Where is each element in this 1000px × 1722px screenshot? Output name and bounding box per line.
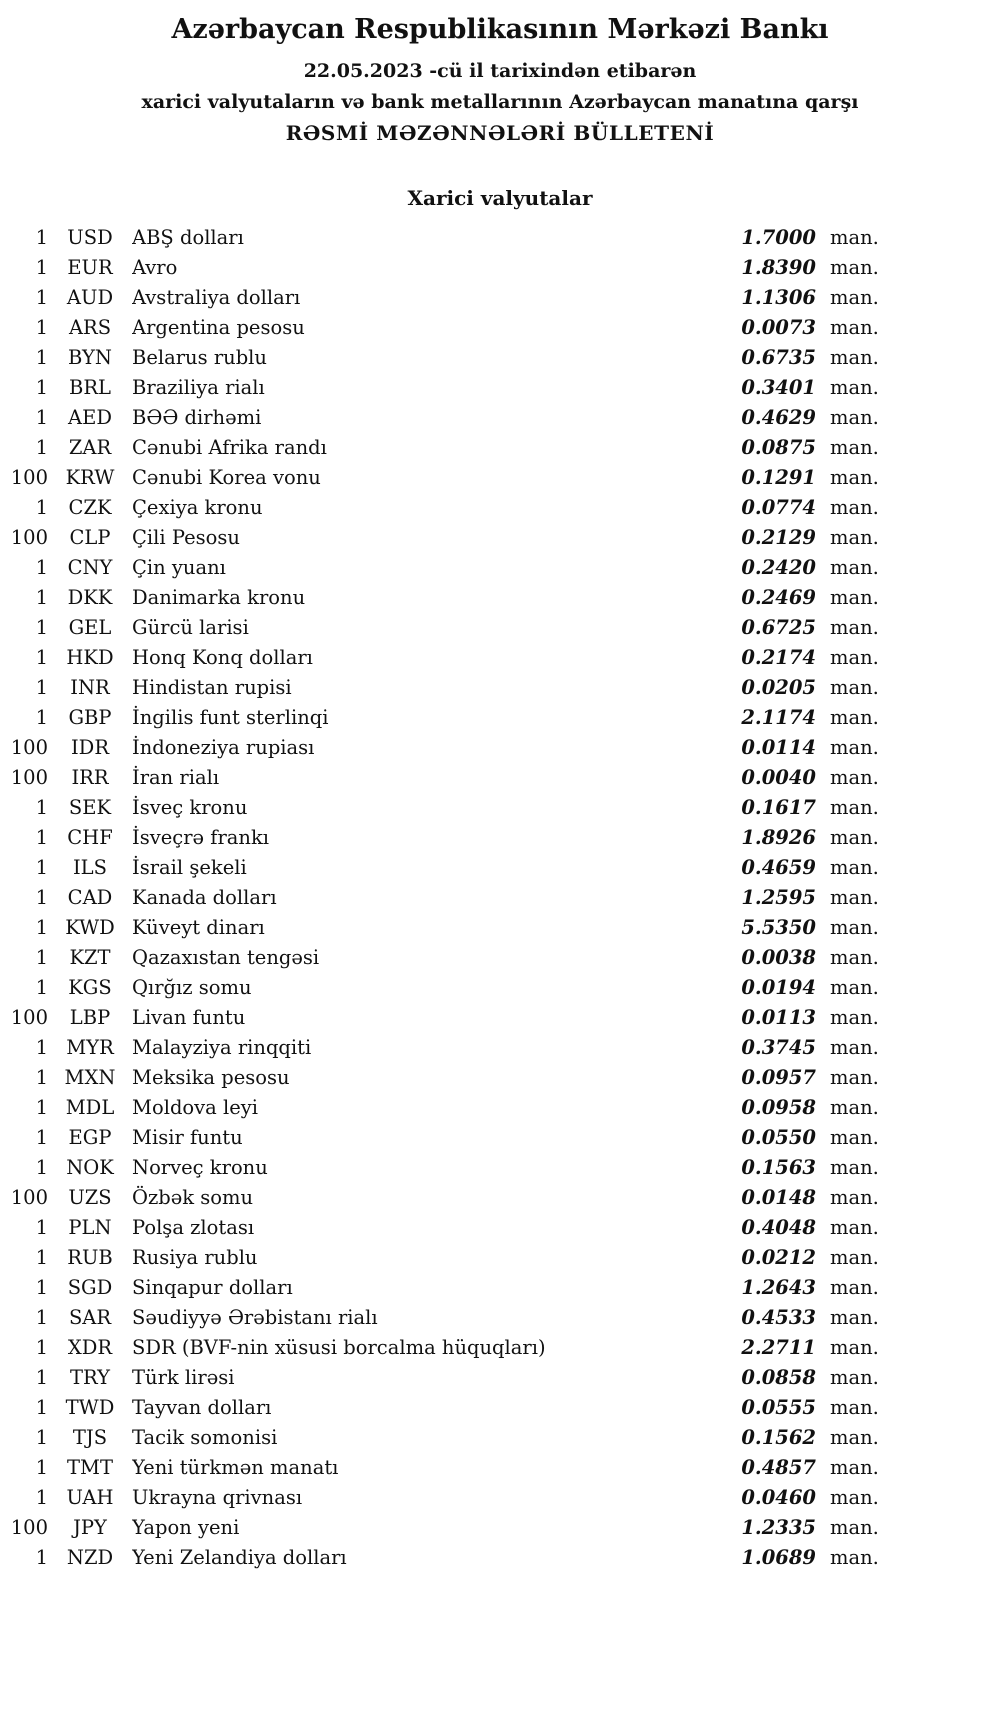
currency-code: EUR [67,256,113,280]
rate-unit: man. [830,1036,879,1060]
currency-code: SEK [68,796,112,820]
currency-name: Özbək somu [132,1186,254,1210]
currency-name: Livan funtu [132,1006,246,1030]
subject-line: xarici valyutaların və bank metallarının Azərbaycan manatına qarşı [141,91,859,114]
rate-qty: 1 [35,616,48,640]
rate-row [6,823,878,853]
currency-code: EGP [68,1126,112,1150]
rate-value: 0.2174 [741,646,816,670]
rate-row [6,763,878,793]
rate-unit: man. [830,1426,879,1450]
currency-code: LBP [69,1006,111,1030]
rate-qty: 100 [10,526,48,550]
rate-qty: 1 [35,796,48,820]
rate-unit: man. [830,706,879,730]
currency-code: CLP [69,526,111,550]
currency-name: Qazaxıstan tengəsi [132,946,320,970]
currency-name: Norveç kronu [132,1156,268,1180]
rate-value: 1.7000 [741,226,816,250]
currency-name: Yeni Zelandiya dolları [132,1546,347,1570]
rate-row [6,883,878,913]
rate-value: 0.4533 [741,1306,816,1330]
rate-unit: man. [830,586,879,610]
rate-unit: man. [830,1516,879,1540]
currency-name: Honq Konq dolları [132,646,313,670]
rate-value: 1.2335 [741,1516,816,1540]
rate-qty: 100 [10,1006,48,1030]
rate-row [6,223,878,253]
rate-unit: man. [830,346,879,370]
rate-value: 1.8390 [741,256,816,280]
rate-unit: man. [830,1486,879,1510]
currency-name: Braziliya rialı [132,376,265,400]
bulletin-title: RƏSMİ MƏZƏNNƏLƏRİ BÜLLETENİ [285,121,715,146]
rate-qty: 1 [35,376,48,400]
currency-name: Çili Pesosu [132,526,240,550]
rate-qty: 1 [35,406,48,430]
rate-unit: man. [830,1276,879,1300]
rate-qty: 1 [35,646,48,670]
rate-row [6,643,878,673]
currency-name: Belarus rublu [132,346,267,370]
rate-row [6,1003,878,1033]
rate-value: 0.3745 [741,1036,816,1060]
currency-name: Cənubi Afrika randı [132,436,327,460]
currency-name: İsrail şekeli [132,856,247,880]
rate-row [6,1093,878,1123]
currency-code: HKD [66,646,114,670]
currency-code: AED [68,406,112,430]
rate-qty: 1 [35,1216,48,1240]
currency-code: GBP [68,706,112,730]
rate-qty: 1 [35,256,48,280]
rate-row [6,1153,878,1183]
currency-code: KGS [68,976,112,1000]
currency-code: INR [70,676,110,700]
rate-value: 1.0689 [741,1546,816,1570]
rate-unit: man. [830,1186,879,1210]
currency-name: BƏƏ dirhəmi [132,406,262,430]
rate-row [6,253,878,283]
rate-value: 0.1617 [741,796,816,820]
rate-qty: 100 [10,736,48,760]
rate-unit: man. [830,1006,879,1030]
rate-unit: man. [830,1096,879,1120]
rate-qty: 1 [35,826,48,850]
rate-value: 1.1306 [741,286,816,310]
currency-code: KZT [69,946,111,970]
currency-name: Meksika pesosu [132,1066,290,1090]
rate-row [6,1123,878,1153]
rate-qty: 1 [35,1246,48,1270]
currency-name: Türk lirəsi [132,1366,235,1390]
currency-name: İsveç kronu [132,796,248,820]
rate-row [6,1063,878,1093]
rate-value: 1.8926 [741,826,816,850]
rate-unit: man. [830,1156,879,1180]
rate-qty: 1 [35,316,48,340]
rate-unit: man. [830,526,879,550]
rate-unit: man. [830,226,879,250]
rate-value: 0.0073 [741,316,816,340]
currency-code: IRR [71,766,109,790]
currency-code: TRY [70,1366,110,1390]
rate-row [6,403,878,433]
rate-value: 0.0148 [741,1186,816,1210]
rate-row [6,583,878,613]
currency-code: CHF [67,826,113,850]
rate-row [6,1333,878,1363]
currency-name: ABŞ dolları [132,226,244,250]
currency-code: CNY [67,556,113,580]
rate-value: 0.2129 [741,526,816,550]
rate-value: 0.2420 [741,556,816,580]
rate-value: 0.0858 [741,1366,816,1390]
rate-unit: man. [830,826,879,850]
currency-code: CAD [67,886,113,910]
rate-row [6,613,878,643]
bulletin-header [0,12,1000,149]
rate-qty: 1 [35,976,48,1000]
currency-code: RUB [67,1246,113,1270]
rate-value: 0.0774 [741,496,816,520]
rate-qty: 1 [35,556,48,580]
rate-qty: 1 [35,676,48,700]
rate-value: 0.0555 [741,1396,816,1420]
currency-name: Misir funtu [132,1126,243,1150]
rate-row [6,1213,878,1243]
rate-qty: 1 [35,1306,48,1330]
rate-row [6,1513,878,1543]
rate-qty: 1 [35,346,48,370]
rate-qty: 1 [35,916,48,940]
rate-qty: 1 [35,706,48,730]
rate-qty: 1 [35,1396,48,1420]
rate-row [6,283,878,313]
currency-code: NZD [66,1546,114,1570]
rate-unit: man. [830,856,879,880]
rate-row [6,1453,878,1483]
currency-name: Danimarka kronu [132,586,306,610]
rate-value: 2.1174 [741,706,816,730]
section-title-foreign-currencies: Xarici valyutalar [407,186,593,211]
rate-unit: man. [830,796,879,820]
rate-unit: man. [830,1336,879,1360]
rate-row [6,973,878,1003]
rate-value: 0.0958 [741,1096,816,1120]
currency-name: İndoneziya rupiası [132,736,315,760]
currency-code: JPY [73,1516,107,1540]
rate-value: 0.3401 [741,376,816,400]
currency-name: Ukrayna qrivnası [132,1486,303,1510]
currency-code: KWD [65,916,115,940]
rate-unit: man. [830,286,879,310]
currency-name: İran rialı [132,766,220,790]
currency-code: XDR [67,1336,113,1360]
currency-name: İngilis funt sterlinqi [132,706,329,730]
rate-unit: man. [830,376,879,400]
currency-code: IDR [70,736,110,760]
rate-qty: 1 [35,886,48,910]
currency-name: Çexiya kronu [132,496,263,520]
rate-unit: man. [830,496,879,520]
rate-row [6,493,878,523]
rate-unit: man. [830,256,879,280]
currency-code: AUD [66,286,114,310]
currency-code: MYR [66,1036,114,1060]
rate-row [6,1273,878,1303]
currency-code: TJS [72,1426,108,1450]
currency-name: Tacik somonisi [132,1426,278,1450]
rate-value: 0.0040 [741,766,816,790]
currency-code: BRL [69,376,111,400]
rate-row [6,1363,878,1393]
currency-code: ZAR [68,436,112,460]
rate-row [6,463,878,493]
currency-code: MDL [65,1096,115,1120]
rate-value: 1.2643 [741,1276,816,1300]
rate-unit: man. [830,616,879,640]
rate-value: 0.2469 [741,586,816,610]
rate-row [6,1483,878,1513]
rate-row [6,1423,878,1453]
rate-unit: man. [830,556,879,580]
currency-code: TWD [65,1396,115,1420]
currency-code: GEL [68,616,112,640]
rate-row [6,913,878,943]
currency-code: MXN [64,1066,116,1090]
rate-unit: man. [830,436,879,460]
rate-value: 0.1291 [741,466,816,490]
rate-value: 0.1562 [741,1426,816,1450]
rate-row [6,793,878,823]
currency-name: Yeni türkmən manatı [132,1456,339,1480]
currency-code: BYN [68,346,112,370]
rate-unit: man. [830,466,879,490]
rate-value: 0.0460 [741,1486,816,1510]
rate-row [6,553,878,583]
rate-value: 5.5350 [741,916,816,940]
currency-code: ARS [68,316,112,340]
currency-name: Avro [132,256,178,280]
currency-name: Malayziya rinqqiti [132,1036,312,1060]
bank-title: Azərbaycan Respublikasının Mərkəzi Bankı [171,14,829,45]
currency-name: Çin yuanı [132,556,226,580]
currency-name: Moldova leyi [132,1096,259,1120]
currency-name: Hindistan rupisi [132,676,292,700]
rate-qty: 1 [35,1456,48,1480]
rate-row [6,523,878,553]
rate-row [6,343,878,373]
currency-code: ILS [72,856,107,880]
rate-value: 0.0038 [741,946,816,970]
rate-value: 0.0550 [741,1126,816,1150]
rate-value: 0.0113 [741,1006,816,1030]
rate-qty: 100 [10,766,48,790]
rate-unit: man. [830,916,879,940]
rate-row [6,673,878,703]
rate-qty: 1 [35,946,48,970]
rate-value: 0.1563 [741,1156,816,1180]
currency-code: UAH [66,1486,114,1510]
rate-qty: 1 [35,1486,48,1510]
rate-qty: 1 [35,286,48,310]
rate-value: 0.0875 [741,436,816,460]
rate-value: 0.4659 [741,856,816,880]
rate-qty: 1 [35,1546,48,1570]
rate-qty: 1 [35,1126,48,1150]
effective-date-line: 22.05.2023 -cü il tarixindən etibarən [303,60,697,83]
currency-code: DKK [67,586,113,610]
rate-row [6,1183,878,1213]
rate-qty: 1 [35,1036,48,1060]
currency-code: KRW [65,466,115,490]
currency-name: Yapon yeni [132,1516,240,1540]
rate-qty: 1 [35,226,48,250]
rate-value: 0.0194 [741,976,816,1000]
rate-qty: 1 [35,1426,48,1450]
currency-code: SAR [68,1306,112,1330]
rate-row [6,733,878,763]
rate-qty: 1 [35,1156,48,1180]
currency-name: Argentina pesosu [132,316,305,340]
currency-name: SDR (BVF-nin xüsusi borcalma hüquqları) [132,1336,546,1360]
rate-qty: 100 [10,1516,48,1540]
currency-name: Küveyt dinarı [132,916,265,940]
rate-value: 0.4857 [741,1456,816,1480]
rate-unit: man. [830,1366,879,1390]
rate-value: 0.0212 [741,1246,816,1270]
currency-name: Səudiyyə Ərəbistanı rialı [132,1306,378,1330]
currency-code: NOK [66,1156,114,1180]
rate-unit: man. [830,316,879,340]
rate-qty: 1 [35,496,48,520]
rate-unit: man. [830,1306,879,1330]
rate-value: 0.0205 [741,676,816,700]
rate-qty: 1 [35,1066,48,1090]
currency-code: TMT [67,1456,113,1480]
rate-row [6,853,878,883]
rate-unit: man. [830,1456,879,1480]
rate-unit: man. [830,1216,879,1240]
rate-row [6,373,878,403]
rate-row [6,703,878,733]
currency-name: Gürcü larisi [132,616,249,640]
rate-value: 0.4629 [741,406,816,430]
rate-row [6,943,878,973]
rate-unit: man. [830,946,879,970]
rate-row [6,1543,878,1573]
rate-unit: man. [830,1246,879,1270]
rate-unit: man. [830,1126,879,1150]
rate-value: 0.4048 [741,1216,816,1240]
currency-code: USD [67,226,113,250]
currency-code: PLN [68,1216,112,1240]
exchange-rates-table [6,223,1000,1573]
currency-code: SGD [67,1276,113,1300]
rate-unit: man. [830,886,879,910]
rate-value: 0.0957 [741,1066,816,1090]
rate-unit: man. [830,1066,879,1090]
rate-unit: man. [830,676,879,700]
currency-name: Tayvan dolları [132,1396,272,1420]
currency-name: Sinqapur dolları [132,1276,293,1300]
rate-qty: 1 [35,436,48,460]
rate-row [6,1393,878,1423]
currency-code: CZK [68,496,112,520]
rate-row [6,1243,878,1273]
rate-qty: 1 [35,1366,48,1390]
rate-value: 0.6725 [741,616,816,640]
rate-value: 0.0114 [741,736,816,760]
rate-qty: 100 [10,1186,48,1210]
rate-unit: man. [830,1546,879,1570]
rate-value: 2.2711 [741,1336,816,1360]
currency-name: Qırğız somu [132,976,252,1000]
rate-qty: 100 [10,466,48,490]
rate-unit: man. [830,736,879,760]
currency-name: İsveçrə frankı [132,826,270,850]
rate-unit: man. [830,976,879,1000]
rate-value: 0.6735 [741,346,816,370]
rate-qty: 1 [35,1276,48,1300]
rate-row [6,1033,878,1063]
rate-qty: 1 [35,856,48,880]
rate-qty: 1 [35,1096,48,1120]
rate-unit: man. [830,766,879,790]
currency-name: Kanada dolları [132,886,277,910]
rate-qty: 1 [35,1336,48,1360]
rate-row [6,433,878,463]
rate-unit: man. [830,646,879,670]
rate-unit: man. [830,1396,879,1420]
currency-code: UZS [68,1186,112,1210]
rate-row [6,1303,878,1333]
rate-value: 1.2595 [741,886,816,910]
rate-unit: man. [830,406,879,430]
rate-qty: 1 [35,586,48,610]
currency-name: Cənubi Korea vonu [132,466,321,490]
rate-row [6,313,878,343]
currency-name: Rusiya rublu [132,1246,258,1270]
currency-name: Polşa zlotası [132,1216,255,1240]
currency-name: Avstraliya dolları [132,286,301,310]
